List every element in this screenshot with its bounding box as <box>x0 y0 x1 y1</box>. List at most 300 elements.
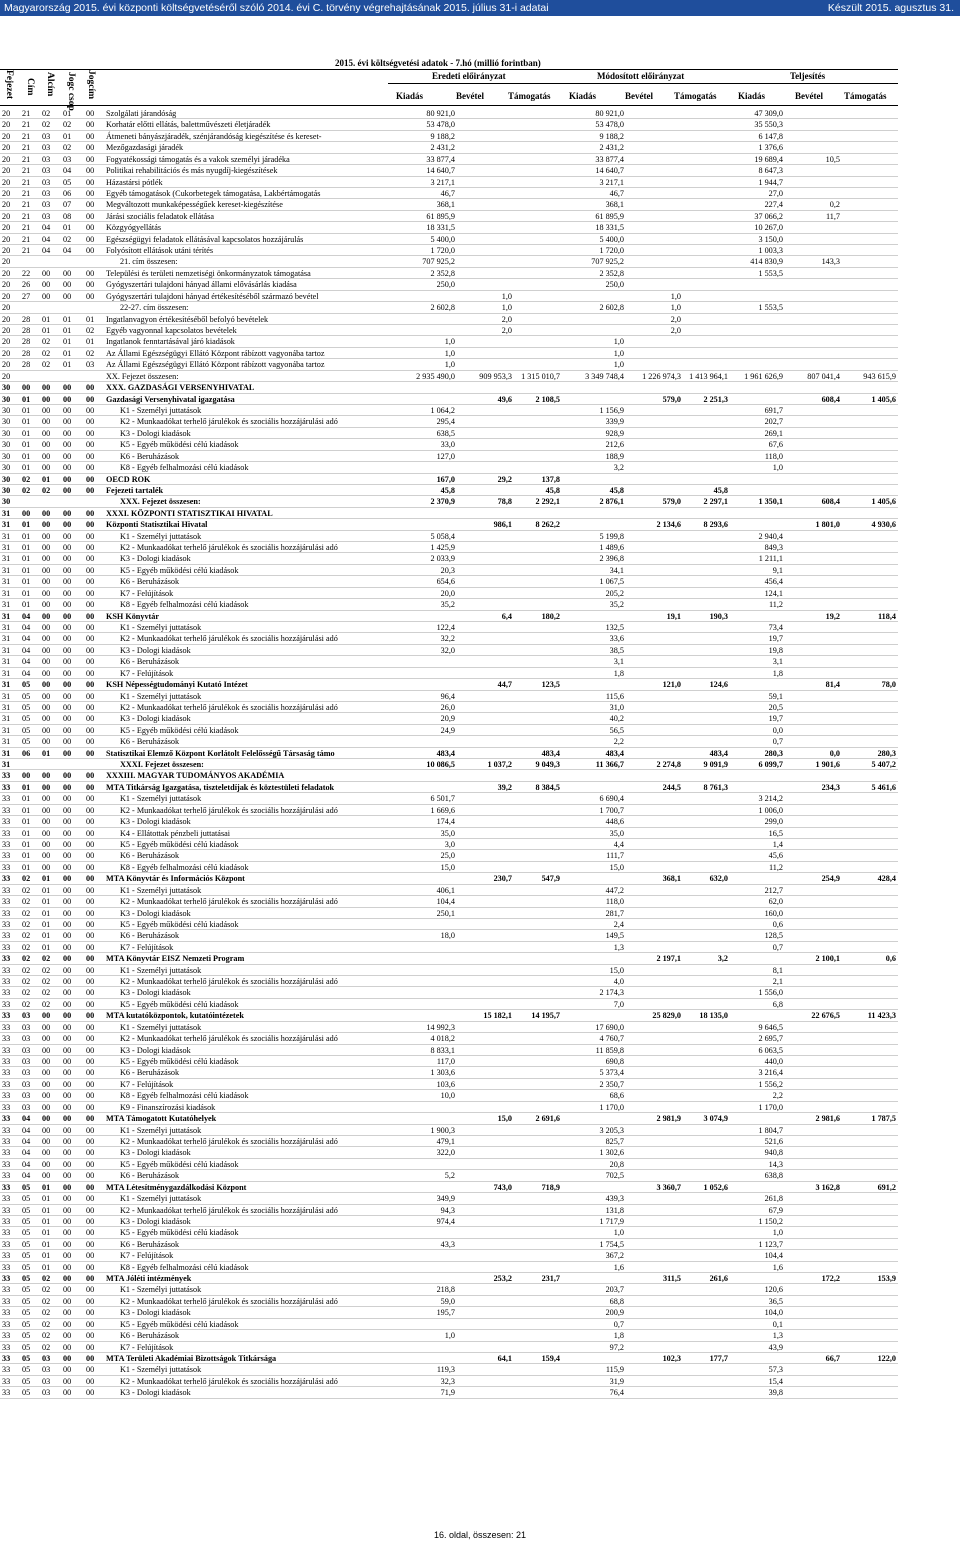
row-label: K3 - Dologi kiadások <box>120 428 191 438</box>
row-value: 5,2 <box>444 1171 455 1181</box>
row-code: 00 <box>86 1239 95 1249</box>
page-footer: 16. oldal, összesen: 21 <box>433 1530 527 1540</box>
row-code: 00 <box>63 725 72 735</box>
row-value: 2,0 <box>501 326 512 336</box>
row-code: 00 <box>63 862 72 872</box>
row-code: 01 <box>63 337 72 347</box>
row-value: 120,6 <box>764 1285 783 1295</box>
row-label: K1 - Személyi juttatások <box>120 885 202 895</box>
row-value: 61 895,9 <box>426 211 455 221</box>
row-value: 35,2 <box>609 600 624 610</box>
row-value: 15,0 <box>609 862 624 872</box>
row-code: 03 <box>42 211 51 221</box>
row-value: 137,8 <box>541 474 560 484</box>
row-code: 00 <box>86 143 95 153</box>
row-code: 01 <box>22 451 31 461</box>
row-code: 00 <box>86 508 95 518</box>
row-value: 2 695,7 <box>758 1034 783 1044</box>
row-code: 00 <box>86 954 95 964</box>
row-code: 00 <box>42 588 51 598</box>
row-value: 37 066,2 <box>754 211 783 221</box>
row-code: 00 <box>63 737 72 747</box>
row-value: 40,2 <box>609 714 624 724</box>
row-code: 02 <box>22 954 31 964</box>
table-row <box>0 519 898 530</box>
row-value: 174,4 <box>436 817 455 827</box>
table-row <box>0 725 898 736</box>
report-title: Magyarország 2015. évi központi költségvetéséről szóló 2014. évi C. törvény végrehajtásának 2015. július 31-i adatai <box>4 2 549 14</box>
row-label: Települési és területi nemzetiségi önkormányzatok támogatása <box>106 268 311 278</box>
row-code: 00 <box>63 794 72 804</box>
row-code: 00 <box>86 942 95 952</box>
row-code: 33 <box>2 954 11 964</box>
row-value: 1 350,1 <box>758 497 783 507</box>
row-value: 428,4 <box>877 874 896 884</box>
row-value: 986,1 <box>493 520 512 530</box>
table-row <box>0 953 898 964</box>
row-code: 00 <box>86 840 95 849</box>
row-value: 6 690,4 <box>599 794 624 804</box>
row-value: 6 099,7 <box>758 760 783 770</box>
row-label: K6 - Beruházások <box>120 577 180 587</box>
row-code: 21 <box>22 223 31 233</box>
col-bevetel-1: Bevétel <box>456 91 484 101</box>
table-row <box>0 999 898 1010</box>
row-code: 20 <box>2 360 11 370</box>
row-value: 2 350,7 <box>599 1079 624 1089</box>
row-code: 04 <box>22 1171 31 1181</box>
row-code: 33 <box>2 1285 11 1295</box>
row-value: 691,7 <box>764 405 783 415</box>
row-value: 102,3 <box>662 1353 681 1363</box>
row-value: 547,9 <box>541 874 560 884</box>
row-code: 00 <box>63 588 72 598</box>
row-value: 1 302,6 <box>599 1148 624 1158</box>
table-row <box>0 1125 898 1136</box>
row-value: 1 226 974,3 <box>642 371 681 381</box>
row-value: 608,4 <box>821 497 840 507</box>
row-value: 6 501,7 <box>430 794 455 804</box>
row-value: 115,6 <box>605 691 624 701</box>
row-value: 3 217,1 <box>430 177 455 187</box>
row-label: K5 - Egyéb működési célú kiadások <box>120 919 239 929</box>
row-value: 123,5 <box>541 680 560 690</box>
row-value: 349,9 <box>436 1194 455 1204</box>
row-label: MTA Létesítménygazdálkodási Központ <box>106 1182 247 1192</box>
row-value: 124,6 <box>709 680 728 690</box>
row-code: 00 <box>42 451 51 461</box>
row-label: K2 - Munkaadókat terhelő járulékok és szociális hozzájárulási adó <box>120 702 338 712</box>
row-code: 00 <box>42 1091 51 1101</box>
row-code: 00 <box>42 543 51 553</box>
row-value: 8 262,2 <box>535 520 560 530</box>
table-row <box>0 1364 898 1375</box>
row-value: 188,9 <box>605 451 624 461</box>
row-code: 00 <box>63 817 72 827</box>
row-value: 1 944,7 <box>758 177 783 187</box>
row-code: 00 <box>86 1148 95 1158</box>
row-label: K3 - Dologi kiadások <box>120 1388 191 1398</box>
row-code: 31 <box>2 508 11 518</box>
row-label: K2 - Munkaadókat terhelő járulékok és szociális hozzájárulási adó <box>120 543 338 553</box>
row-code: 02 <box>42 999 51 1009</box>
budget-table <box>0 108 898 1399</box>
row-value: 19,2 <box>825 611 840 621</box>
row-code: 00 <box>42 291 51 301</box>
row-code: 00 <box>42 817 51 827</box>
table-row <box>0 839 898 850</box>
row-label: 22-27. cím összesen: <box>120 303 189 313</box>
report-date: Készült 2015. agusztus 31. <box>827 2 954 14</box>
row-value: 2 352,8 <box>599 268 624 278</box>
row-value: 250,0 <box>605 280 624 290</box>
row-value: 11,2 <box>768 600 783 610</box>
row-value: 974,4 <box>436 1216 455 1226</box>
row-code: 00 <box>42 840 51 849</box>
col-kiadas-2: Kiadás <box>569 91 597 101</box>
row-code: 02 <box>86 348 95 358</box>
row-code: 02 <box>42 1296 51 1306</box>
table-row <box>0 451 898 462</box>
table-row <box>0 599 898 610</box>
row-code: 31 <box>2 634 11 644</box>
row-code: 00 <box>63 451 72 461</box>
table-row <box>0 965 898 976</box>
table-row <box>0 919 898 930</box>
row-value: 33,0 <box>440 440 455 450</box>
row-value: 1 553,5 <box>758 303 783 313</box>
row-value: 691,2 <box>877 1182 896 1192</box>
row-code: 20 <box>2 314 11 324</box>
row-code: 00 <box>86 131 95 141</box>
col-label-fejezet: Fejezet <box>4 70 14 99</box>
table-row <box>0 668 898 679</box>
row-code: 00 <box>86 1331 95 1341</box>
row-code: 03 <box>63 154 72 164</box>
row-code: 03 <box>42 131 51 141</box>
row-code: 00 <box>86 1102 95 1112</box>
row-code: 20 <box>2 211 11 221</box>
row-code: 31 <box>2 565 11 575</box>
row-value: 367,2 <box>605 1251 624 1261</box>
divider <box>0 105 898 106</box>
row-code: 00 <box>86 1182 95 1192</box>
row-code: 03 <box>42 200 51 210</box>
table-row <box>0 1113 898 1124</box>
row-code: 01 <box>42 908 51 918</box>
table-row <box>0 245 898 256</box>
row-label: Házastársi pótlék <box>106 177 163 187</box>
row-code: 00 <box>63 1342 72 1352</box>
row-value: 227,4 <box>764 200 783 210</box>
row-value: 124,1 <box>764 588 783 598</box>
row-value: 39,8 <box>768 1388 783 1398</box>
row-value: 2 174,3 <box>599 988 624 998</box>
row-code: 33 <box>2 1125 11 1135</box>
row-label: K6 - Beruházások <box>120 931 180 941</box>
row-code: 00 <box>86 520 95 530</box>
row-code: 00 <box>86 1205 95 1215</box>
row-code: 00 <box>42 1057 51 1067</box>
row-value: 2 602,8 <box>599 303 624 313</box>
row-value: 2 033,9 <box>430 554 455 564</box>
row-value: 4,4 <box>613 840 624 849</box>
row-value: 18 331,5 <box>595 223 624 233</box>
row-value: 2 251,3 <box>703 394 728 404</box>
row-code: 01 <box>42 897 51 907</box>
table-row <box>0 1182 898 1193</box>
table-row <box>0 222 898 233</box>
table-row <box>0 394 898 405</box>
row-code: 03 <box>42 177 51 187</box>
row-value: 2 370,9 <box>430 497 455 507</box>
row-code: 00 <box>42 1125 51 1135</box>
row-code: 31 <box>2 622 11 632</box>
row-value: 702,5 <box>605 1171 624 1181</box>
row-value: 2 292,1 <box>535 497 560 507</box>
row-value: 47 309,0 <box>754 109 783 118</box>
row-code: 04 <box>63 246 72 256</box>
table-row <box>0 348 898 359</box>
row-code: 00 <box>86 999 95 1009</box>
row-code: 00 <box>86 782 95 792</box>
row-value: 0,7 <box>772 942 783 952</box>
row-code: 00 <box>86 1274 95 1284</box>
row-value: 9 188,2 <box>430 131 455 141</box>
row-value: 132,5 <box>605 622 624 632</box>
table-row <box>0 1079 898 1090</box>
row-code: 05 <box>22 702 31 712</box>
row-code: 00 <box>63 691 72 701</box>
row-code: 00 <box>63 908 72 918</box>
row-code: 31 <box>2 737 11 747</box>
table-row <box>0 805 898 816</box>
table-row <box>0 1330 898 1341</box>
row-value: 1 413 964,1 <box>689 371 728 381</box>
row-code: 00 <box>63 1057 72 1067</box>
row-code: 20 <box>2 223 11 233</box>
row-value: 1 067,5 <box>599 577 624 587</box>
row-code: 00 <box>63 1102 72 1112</box>
row-code: 00 <box>63 1011 72 1021</box>
row-value: 2,0 <box>670 326 681 336</box>
table-row <box>0 1056 898 1067</box>
table-row <box>0 496 898 507</box>
row-code: 04 <box>22 645 31 655</box>
row-code: 00 <box>63 531 72 541</box>
row-code: 04 <box>22 1136 31 1146</box>
row-label: K2 - Munkaadókat terhelő járulékok és szociális hozzájárulási adó <box>120 417 338 427</box>
row-label: K1 - Személyi juttatások <box>120 1022 202 1032</box>
row-code: 05 <box>22 725 31 735</box>
row-value: 579,0 <box>662 497 681 507</box>
row-code: 03 <box>22 1068 31 1078</box>
row-code: 01 <box>63 109 72 118</box>
row-value: 3,2 <box>717 954 728 964</box>
row-value: 3,2 <box>613 463 624 473</box>
row-code: 33 <box>2 817 11 827</box>
row-code: 05 <box>22 1205 31 1215</box>
row-value: 35,2 <box>440 600 455 610</box>
row-code: 05 <box>22 1376 31 1386</box>
row-label: K5 - Egyéb működési célú kiadások <box>120 440 239 450</box>
row-code: 31 <box>2 645 11 655</box>
row-value: 80 921,0 <box>426 109 455 118</box>
row-value: 111,7 <box>606 851 624 861</box>
table-row <box>0 1045 898 1056</box>
row-code: 00 <box>86 1342 95 1352</box>
row-value: 19,7 <box>768 634 783 644</box>
row-code: 02 <box>22 908 31 918</box>
row-value: 2,0 <box>670 314 681 324</box>
row-code: 00 <box>42 1171 51 1181</box>
row-value: 1 405,6 <box>871 394 896 404</box>
row-code: 30 <box>2 383 11 393</box>
row-value: 2 352,8 <box>430 268 455 278</box>
row-code: 00 <box>42 463 51 473</box>
row-code: 04 <box>22 1125 31 1135</box>
row-value: 8 384,5 <box>535 782 560 792</box>
row-label: Fejezeti tartalék <box>106 485 164 495</box>
row-code: 00 <box>86 1079 95 1089</box>
row-code: 33 <box>2 1148 11 1158</box>
row-value: 9,1 <box>772 565 783 575</box>
row-label: K1 - Személyi juttatások <box>120 1125 202 1135</box>
row-label: K5 - Egyéb működési célú kiadások <box>120 1319 239 1329</box>
row-label: K1 - Személyi juttatások <box>120 1365 202 1375</box>
row-value: 368,1 <box>662 874 681 884</box>
row-code: 33 <box>2 1068 11 1078</box>
row-code: 00 <box>63 1376 72 1386</box>
table-row <box>0 508 898 519</box>
row-code: 00 <box>63 1296 72 1306</box>
row-value: 2 431,2 <box>430 143 455 153</box>
row-code: 02 <box>22 874 31 884</box>
row-value: 7,0 <box>613 999 624 1009</box>
row-value: 254,9 <box>821 874 840 884</box>
row-code: 00 <box>42 280 51 290</box>
row-value: 368,1 <box>605 200 624 210</box>
row-code: 00 <box>86 531 95 541</box>
row-label: MTA Jóléti intézmények <box>106 1274 192 1284</box>
row-label: K5 - Egyéb működési célú kiadások <box>120 565 239 575</box>
row-value: 2 602,8 <box>430 303 455 313</box>
row-value: 38,5 <box>609 645 624 655</box>
row-value: 22 676,5 <box>811 1011 840 1021</box>
row-label: Folyósított ellátások utáni térítés <box>106 246 214 256</box>
row-code: 00 <box>42 1136 51 1146</box>
row-value: 483,4 <box>541 748 560 758</box>
row-label: XXXI. KÖZPONTI STATISZTIKAI HIVATAL <box>106 508 273 518</box>
row-code: 00 <box>63 600 72 610</box>
row-code: 00 <box>63 440 72 450</box>
row-value: 29,2 <box>497 474 512 484</box>
row-code: 31 <box>2 543 11 553</box>
row-code: 00 <box>86 919 95 929</box>
table-row <box>0 108 898 119</box>
table-row <box>0 1284 898 1295</box>
row-code: 01 <box>42 474 51 484</box>
table-title: 2015. évi költségvetési adatok - 7.hó (millió forintban) <box>335 58 541 68</box>
row-value: 2 108,5 <box>535 394 560 404</box>
row-value: 45,8 <box>713 485 728 495</box>
row-label: K8 - Egyéb felhalmozási célú kiadások <box>120 862 249 872</box>
row-label: K5 - Egyéb működési célú kiadások <box>120 725 239 735</box>
row-code: 00 <box>63 577 72 587</box>
row-code: 03 <box>22 1045 31 1055</box>
row-code: 21 <box>22 131 31 141</box>
row-code: 03 <box>42 1365 51 1375</box>
row-code: 03 <box>22 1091 31 1101</box>
row-code: 01 <box>42 1182 51 1192</box>
row-value: 3 217,1 <box>599 177 624 187</box>
row-code: 00 <box>42 1102 51 1112</box>
row-value: 203,7 <box>605 1285 624 1295</box>
row-code: 00 <box>63 280 72 290</box>
row-value: 261,8 <box>764 1194 783 1204</box>
row-code: 21 <box>22 109 31 118</box>
row-value: 1 553,5 <box>758 268 783 278</box>
row-value: 269,1 <box>764 428 783 438</box>
row-label: K5 - Egyéb működési célú kiadások <box>120 1057 239 1067</box>
row-code: 28 <box>22 326 31 336</box>
row-value: 414 830,9 <box>750 257 783 267</box>
table-row <box>0 633 898 644</box>
row-code: 00 <box>63 1114 72 1124</box>
row-code: 00 <box>42 565 51 575</box>
row-code: 03 <box>42 166 51 176</box>
row-value: 1,0 <box>772 463 783 473</box>
row-code: 02 <box>42 977 51 987</box>
row-value: 1 170,0 <box>599 1102 624 1112</box>
row-code: 00 <box>63 622 72 632</box>
row-value: 3,0 <box>444 840 455 849</box>
row-code: 00 <box>86 874 95 884</box>
row-code: 00 <box>86 1114 95 1124</box>
row-value: 53 478,0 <box>426 120 455 130</box>
divider <box>0 69 898 70</box>
row-code: 30 <box>2 474 11 484</box>
row-code: 00 <box>86 166 95 176</box>
table-row <box>0 462 898 473</box>
row-code: 00 <box>86 634 95 644</box>
row-label: XX. Fejezet összesen: <box>106 371 179 381</box>
row-value: 160,0 <box>764 908 783 918</box>
table-row <box>0 1147 898 1158</box>
row-code: 33 <box>2 1194 11 1204</box>
row-code: 00 <box>63 1045 72 1055</box>
row-label: K7 - Felújítások <box>120 588 174 598</box>
row-code: 31 <box>2 600 11 610</box>
row-label: K3 - Dologi kiadások <box>120 1148 191 1158</box>
row-label: XXX. GAZDASÁGI VERSENYHIVATAL <box>106 383 255 393</box>
row-value: 18 135,0 <box>699 1011 728 1021</box>
row-code: 02 <box>42 109 51 118</box>
row-code: 00 <box>63 1148 72 1158</box>
table-row <box>0 976 898 987</box>
row-code: 00 <box>42 851 51 861</box>
row-value: 45,8 <box>545 485 560 495</box>
row-code: 00 <box>86 1136 95 1146</box>
row-value: 43,9 <box>768 1342 783 1352</box>
row-code: 00 <box>63 851 72 861</box>
row-value: 5 400,0 <box>430 234 455 244</box>
row-value: 5 407,2 <box>871 760 896 770</box>
row-value: 212,7 <box>764 885 783 895</box>
row-code: 00 <box>63 988 72 998</box>
row-code: 01 <box>22 840 31 849</box>
row-code: 01 <box>22 565 31 575</box>
